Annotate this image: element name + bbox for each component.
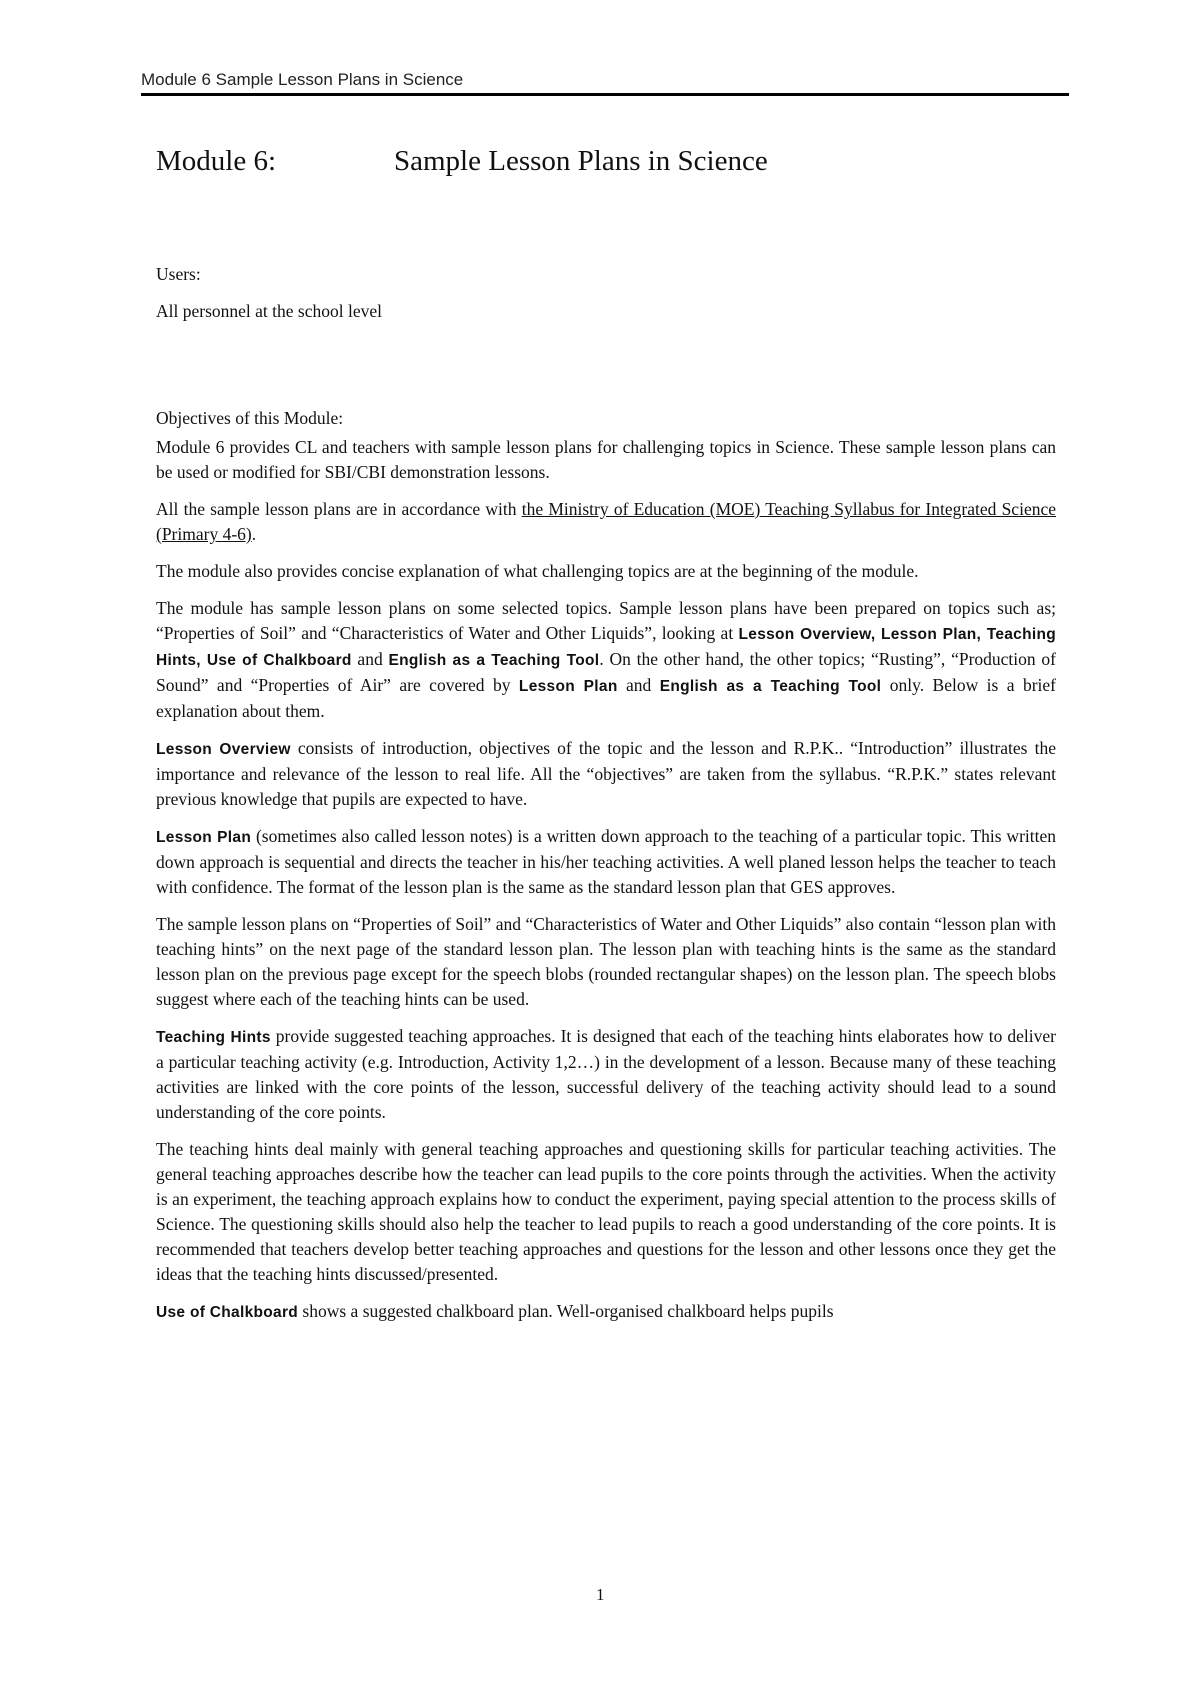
- lesson-plan-paragraph: Lesson Plan (sometimes also called lesson notes) is a written down approach to the teaching of a particular topic. This written down approach is sequential and directs the teacher in his/her teaching activities. A well planed lesson helps the teacher to teach with confidence. The format of the lesson plan is the same as the standard lesson plan that GES approves.: [156, 826, 1056, 897]
- module-number: Module 6:: [156, 145, 277, 177]
- chalkboard-term: Use of Chalkboard: [156, 1304, 299, 1321]
- page-number: 1: [596, 1585, 605, 1604]
- lesson-plan-term: Lesson Plan: [156, 829, 252, 846]
- lesson-overview-term: Lesson Overview: [156, 741, 291, 758]
- objectives-paragraph-4: The module has sample lesson plans on some selected topics. Sample lesson plans have been prepared on topics such as; “Properties of Soil” and “Characteristics of Water and Other Liquids”, looking at Lesson Overview, Lesson Plan, Teaching Hints, Use of Chalkboard and English as a Teaching Tool. On the other hand, the other topics; “Rusting”, “Production of Sound” and “Properties of Air” are covered by Lesson Plan and English as a Teaching Tool only. Below is a brief explanation about them.: [156, 598, 1057, 721]
- teaching-hints-detail-paragraph: The teaching hints deal mainly with general teaching approaches and questioning skills for particular teaching activities. The general teaching approaches describe how the teacher can lead pupils to the core points through the activities. When the activity is an experiment, the teaching approach explains how to conduct the experiment, paying special attention to the process skills of Science. The questioning skills should also help the teacher to lead pupils to reach a good understanding of the core points. It is recommended that teachers develop better teaching approaches and questions for the lesson and other lessons once they get the ideas that the teaching hints discussed/presented.: [156, 1139, 1056, 1284]
- body-text: [156, 262, 1056, 1337]
- objectives-paragraph-2: All the sample lesson plans are in accordance with the Ministry of Education (MOE) Teaching Syllabus for Integrated Science (Primary 4-6).: [156, 499, 1056, 544]
- chalkboard-paragraph: Use of Chalkboard shows a suggested chalkboard plan. Well-organised chalkboard helps pupils: [156, 1301, 834, 1321]
- objectives-label: Objectives of this Module:: [156, 408, 344, 428]
- users-value: All personnel at the school level: [156, 301, 382, 321]
- users-label: Users:: [156, 264, 201, 284]
- module-name: Sample Lesson Plans in Science: [394, 145, 768, 177]
- teaching-hints-paragraph: Teaching Hints provide suggested teaching approaches. It is designed that each of the teaching hints elaborates how to deliver a particular teaching activity (e.g. Introduction, Activity 1,2…) in the development of a lesson. Because many of these teaching activities are linked with the core points of the lesson, successful delivery of the teaching activity should lead to a sound understanding of the core points.: [156, 1026, 1056, 1122]
- running-header: Module 6 Sample Lesson Plans in Science: [141, 70, 464, 89]
- page-title: [156, 145, 768, 178]
- objectives-paragraph-1: Module 6 provides CL and teachers with sample lesson plans for challenging topics in Science. These sample lesson plans can be used or modified for SBI/CBI demonstration lessons.: [156, 437, 1056, 482]
- teaching-hints-term: Teaching Hints: [156, 1029, 271, 1046]
- sample-plans-paragraph: The sample lesson plans on “Properties of Soil” and “Characteristics of Water and Other Liquids” also contain “lesson plan with teaching hints” on the next page of the standard lesson plan. The lesson plan with teaching hints is the same as the standard lesson plan on the previous page except for the speech blobs (rounded rectangular shapes) on the lesson plan. The speech blobs suggest where each of the teaching hints can be used.: [156, 914, 1056, 1009]
- header-rule: [141, 93, 1069, 96]
- objectives-paragraph-3: The module also provides concise explanation of what challenging topics are at the beginning of the module.: [156, 561, 919, 581]
- syllabus-reference: the Ministry of Education (MOE) Teaching Syllabus for Integrated Science (Primary 4-6): [156, 499, 1056, 544]
- lesson-overview-paragraph: Lesson Overview consists of introduction, objectives of the topic and the lesson and R.P.K.. “Introduction” illustrates the importance and relevance of the lesson to real life. All the “objectives” are taken from the syllabus. “R.P.K.” states relevant previous knowledge that pupils are expected to have.: [156, 738, 1056, 809]
